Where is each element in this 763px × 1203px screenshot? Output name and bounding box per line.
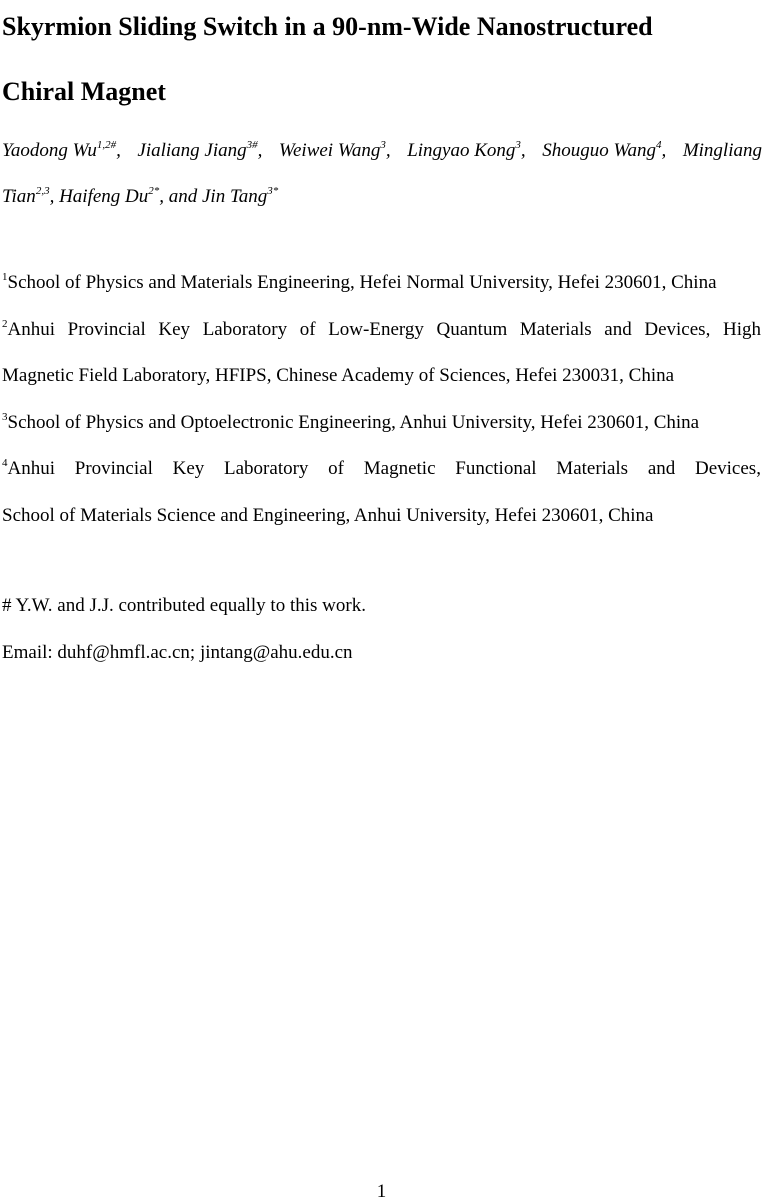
author-superscript: 4 [656, 139, 662, 151]
affiliation-word: Devices, [644, 318, 711, 340]
affiliation-word: Quantum [436, 318, 508, 340]
author: Yaodong $Wu^{1,2\#}$, [2, 139, 121, 161]
affiliation-number: 4 [2, 457, 8, 469]
affiliation-word: Key [172, 458, 205, 479]
author: Shouguo Wang$^4$, [542, 139, 667, 161]
author: Jin Tang$^{3*}$ [202, 185, 279, 207]
author-superscript: 3 [515, 139, 521, 151]
affiliation-word: of [328, 458, 344, 479]
author-list [2, 128, 762, 220]
author-name-part: Mingliang [682, 140, 762, 161]
affiliation-word: Functional [455, 458, 537, 479]
affiliation-word: Laboratory [224, 458, 309, 479]
affiliation-word: of [299, 318, 316, 340]
page-number: 1 [376, 1181, 387, 1202]
author-superscript: 2* [148, 185, 160, 197]
affiliation-list [2, 260, 761, 539]
affiliation-word: High [722, 318, 761, 340]
author: Lingyao Kong$^3$, [407, 139, 526, 161]
affiliation-number: 2 [2, 317, 8, 330]
author-line [2, 174, 762, 220]
affiliation-word: Magnetic [363, 458, 436, 479]
affiliation [2, 446, 761, 539]
affiliation-word: Materials [519, 318, 592, 340]
affiliation-word: and [604, 318, 632, 340]
author-superscript: 3* [267, 185, 279, 197]
equal-contribution-note: # Y.W. and J.J. contributed equally to this work. [2, 595, 366, 616]
affiliation-line: Magnetic Field Laboratory, HFIPS, Chinese Academy of Sciences, Hefei 230031, China [2, 365, 675, 386]
affiliation-word: $^2$Anhui [2, 317, 55, 340]
author: Jialiang Jiang$^{3\#}$, [137, 139, 263, 161]
affiliation-word: Devices, [695, 458, 761, 479]
affiliation-line: School of Materials Science and Engineering, Anhui University, Hefei 230601, China [2, 504, 654, 526]
affiliation-word: and [647, 458, 676, 479]
affiliation-word: $^4$Anhui [2, 457, 55, 479]
affiliation-word: Materials [556, 458, 629, 479]
affiliation [2, 307, 761, 400]
affiliation-word: Provincial [67, 318, 146, 340]
author-superscript: 2,3 [35, 185, 50, 197]
affiliation-line [2, 446, 761, 493]
title-line: Skyrmion Sliding Switch in a 90-nm-Wide Nanostructured [2, 12, 653, 41]
contact-email: Email: duhf@hmfl.ac.cn; jintang@ahu.edu.cn [2, 642, 353, 663]
affiliation-number: 1 [2, 271, 8, 283]
affiliation-line [2, 307, 761, 354]
author-superscript: 1,2# [96, 139, 117, 151]
author: Tian$^{2,3}$, [2, 185, 55, 207]
author-superscript: 3 [380, 139, 386, 151]
author: Haifeng $Du^{2*}$, and [59, 185, 198, 207]
affiliation-word: Key [158, 318, 191, 340]
author [683, 128, 762, 174]
affiliation-word: Laboratory [202, 318, 288, 340]
title-line: Chiral Magnet [2, 77, 166, 106]
affiliation-text: School of Physics and Optoelectronic Engineering, Anhui University, Hefei 230601, China [7, 411, 700, 433]
affiliation [2, 400, 761, 447]
affiliation-number: 3 [2, 410, 8, 423]
affiliation-word: Low-Energy [328, 318, 424, 340]
affiliation-text: School of Physics and Materials Engineering, Hefei Normal University, Hefei 230601, China [7, 272, 717, 293]
author: Weiwei Wang$^3$, [278, 139, 391, 161]
affiliation [2, 260, 761, 307]
author-superscript: 3# [246, 139, 258, 151]
author-line [2, 128, 762, 174]
affiliation-word: Provincial [74, 458, 153, 479]
paper-title [2, 0, 763, 124]
